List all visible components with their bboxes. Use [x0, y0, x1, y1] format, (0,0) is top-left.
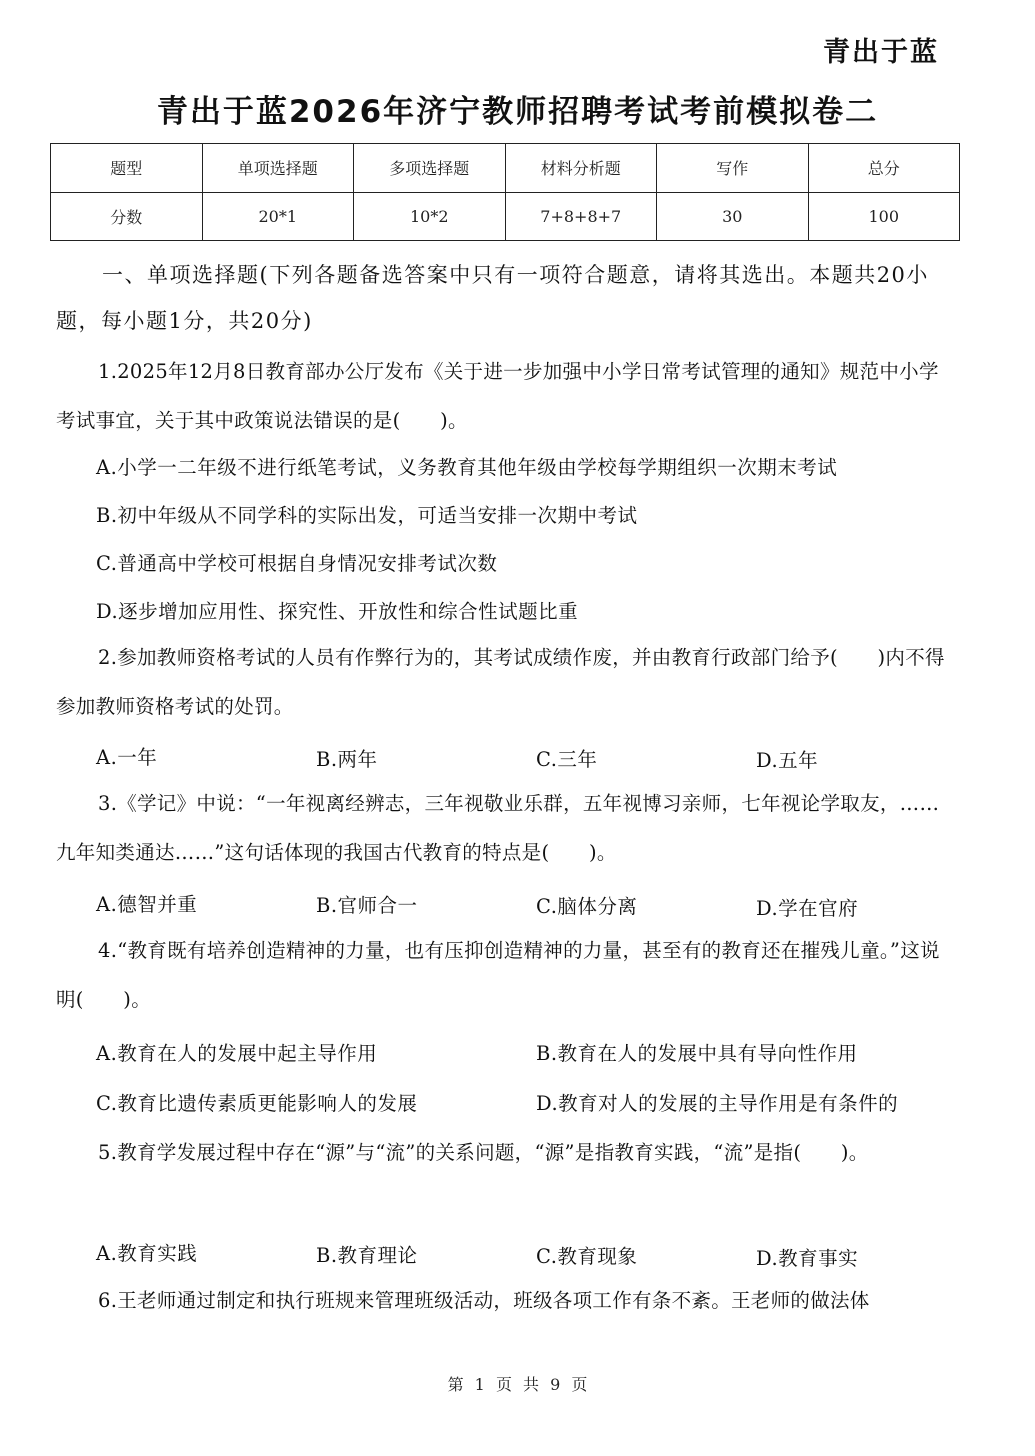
- question-5-option-c: C.教育现象: [536, 1245, 638, 1268]
- page-title: 青出于蓝2026年济宁教师招聘考试考前模拟卷二: [156, 94, 879, 130]
- question-1-stem: 1.2025年12月8日教育部办公厅发布《关于进一步加强中小学日常考试管理的通知》规范中小学考试事宜，关于其中政策说法错误的是( )。: [56, 360, 939, 432]
- table-cell: 30: [657, 192, 809, 241]
- question-1-option-b: B.初中年级从不同学科的实际出发，可适当安排一次期中考试: [96, 504, 638, 527]
- question-2-stem: 2.参加教师资格考试的人员有作弊行为的，其考试成绩作废，并由教育行政部门给予( )内不得参加教师资格考试的处罚。: [56, 646, 945, 718]
- question-5-option-b: B.教育理论: [316, 1244, 418, 1267]
- table-cell: 写作: [657, 144, 809, 193]
- question-3-option-b: B.官师合一: [316, 894, 418, 917]
- score-table-score-row: [51, 192, 960, 241]
- page-footer: 第 1 页 共 9 页: [447, 1375, 588, 1394]
- table-cell: 100: [808, 192, 960, 241]
- score-table-header-row: [51, 144, 960, 193]
- question-1-option-c: C.普通高中学校可根据自身情况安排考试次数: [96, 552, 498, 575]
- table-cell: 单项选择题: [202, 144, 354, 193]
- question-3-option-c: C.脑体分离: [536, 895, 638, 918]
- question-3-option-a: A.德智并重: [96, 893, 198, 916]
- table-cell: 总分: [808, 144, 960, 193]
- table-cell: 多项选择题: [354, 144, 506, 193]
- question-5-option-d: D.教育事实: [756, 1247, 859, 1270]
- brand-watermark: 青出于蓝: [823, 37, 939, 68]
- score-table: [50, 143, 960, 241]
- section-heading: 一、单项选择题(下列各题备选答案中只有一项符合题意，请将其选出。本题共20小题，每小题1分，共20分): [56, 263, 929, 333]
- question-2-option-d: D.五年: [756, 749, 819, 772]
- question-6-stem: 6.王老师通过制定和执行班规来管理班级活动，班级各项工作有条不紊。王老师的做法体: [98, 1289, 870, 1312]
- table-cell: 10*2: [354, 192, 506, 241]
- table-cell: 分数: [51, 192, 203, 241]
- question-5-option-a: A.教育实践: [96, 1242, 198, 1265]
- question-4-option-a: A.教育在人的发展中起主导作用: [96, 1042, 378, 1065]
- question-3-option-d: D.学在官府: [756, 897, 859, 920]
- table-cell: 材料分析题: [505, 144, 657, 193]
- question-4-stem: 4.“教育既有培养创造精神的力量，也有压抑创造精神的力量，甚至有的教育还在摧残儿童。”这说明( )。: [56, 939, 940, 1011]
- question-4-option-c: C.教育比遗传素质更能影响人的发展: [96, 1092, 418, 1115]
- table-cell: 7+8+8+7: [505, 192, 657, 241]
- table-cell: 题型: [51, 144, 203, 193]
- question-3-stem: 3.《学记》中说：“一年视离经辨志，三年视敬业乐群，五年视博习亲师，七年视论学取友，……九年知类通达……”这句话体现的我国古代教育的特点是( )。: [56, 792, 940, 864]
- question-4-option-b: B.教育在人的发展中具有导向性作用: [536, 1042, 858, 1065]
- table-cell: 20*1: [202, 192, 354, 241]
- question-1-option-d: D.逐步增加应用性、探究性、开放性和综合性试题比重: [96, 600, 579, 623]
- question-2-option-c: C.三年: [536, 748, 598, 771]
- question-1-option-a: A.小学一二年级不进行纸笔考试，义务教育其他年级由学校每学期组织一次期末考试: [96, 456, 838, 479]
- question-4-option-d: D.教育对人的发展的主导作用是有条件的: [536, 1092, 899, 1115]
- question-2-option-b: B.两年: [316, 748, 378, 771]
- question-5-stem: 5.教育学发展过程中存在“源”与“流”的关系问题，“源”是指教育实践，“流”是指( )。: [98, 1141, 869, 1164]
- question-2-option-a: A.一年: [96, 746, 158, 769]
